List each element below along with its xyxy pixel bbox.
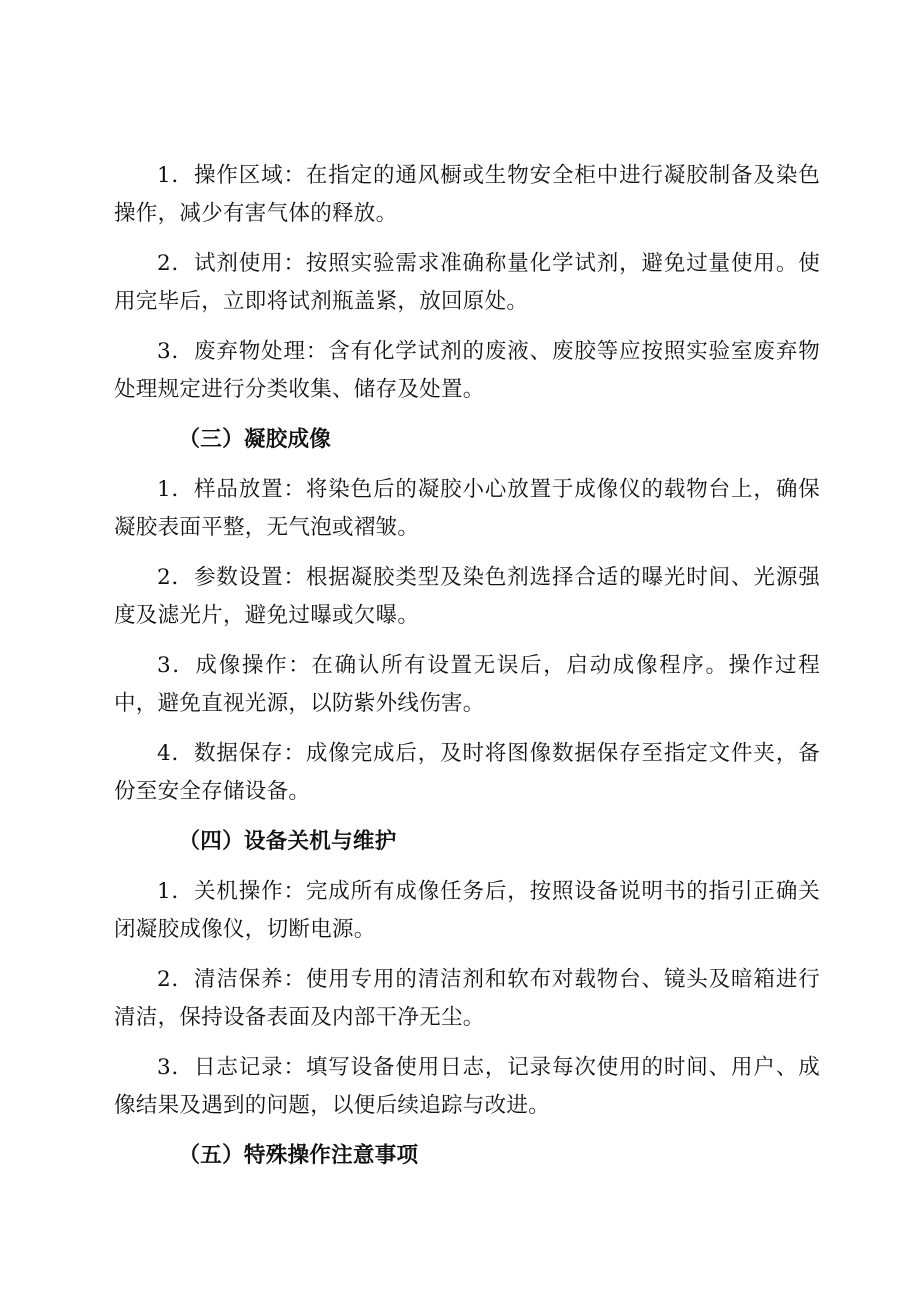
paragraph-parameter-settings: 2．参数设置：根据凝胶类型及染色剂选择合适的曝光时间、光源强度及滤光片，避免过曝或欠曝。 xyxy=(114,565,820,628)
paragraph-reagent-use: 2．试剂使用：按照实验需求准确称量化学试剂，避免过量使用。使用完毕后，立即将试剂瓶盖紧，放回原处。 xyxy=(114,251,820,314)
document-body xyxy=(114,157,820,1187)
paragraph-sample-placement: 1．样品放置：将染色后的凝胶小心放置于成像仪的载物台上，确保凝胶表面平整，无气泡或褶皱。 xyxy=(114,477,820,540)
paragraph-shutdown-operation: 1．关机操作：完成所有成像任务后，按照设备说明书的指引正确关闭凝胶成像仪，切断电源。 xyxy=(114,879,820,942)
paragraph-log-record: 3．日志记录：填写设备使用日志，记录每次使用的时间、用户、成像结果及遇到的问题，以便后续追踪与改进。 xyxy=(114,1055,820,1118)
paragraph-cleaning-maintenance: 2．清洁保养：使用专用的清洁剂和软布对载物台、镜头及暗箱进行清洁，保持设备表面及内部干净无尘。 xyxy=(114,967,820,1030)
paragraph-imaging-operation: 3．成像操作：在确认所有设置无误后，启动成像程序。操作过程中，避免直视光源，以防紫外线伤害。 xyxy=(114,653,820,716)
section-heading-shutdown-maintenance: （四）设备关机与维护 xyxy=(178,829,397,854)
paragraph-operation-area: 1．操作区域：在指定的通风橱或生物安全柜中进行凝胶制备及染色操作，减少有害气体的释放。 xyxy=(114,163,820,226)
paragraph-waste-disposal: 3．废弃物处理：含有化学试剂的废液、废胶等应按照实验室废弃物处理规定进行分类收集、储存及处置。 xyxy=(114,339,820,402)
section-heading-special-notes: （五）特殊操作注意事项 xyxy=(178,1143,419,1168)
paragraph-data-saving: 4．数据保存：成像完成后，及时将图像数据保存至指定文件夹，备份至安全存储设备。 xyxy=(114,741,820,804)
section-heading-gel-imaging: （三）凝胶成像 xyxy=(178,427,332,452)
